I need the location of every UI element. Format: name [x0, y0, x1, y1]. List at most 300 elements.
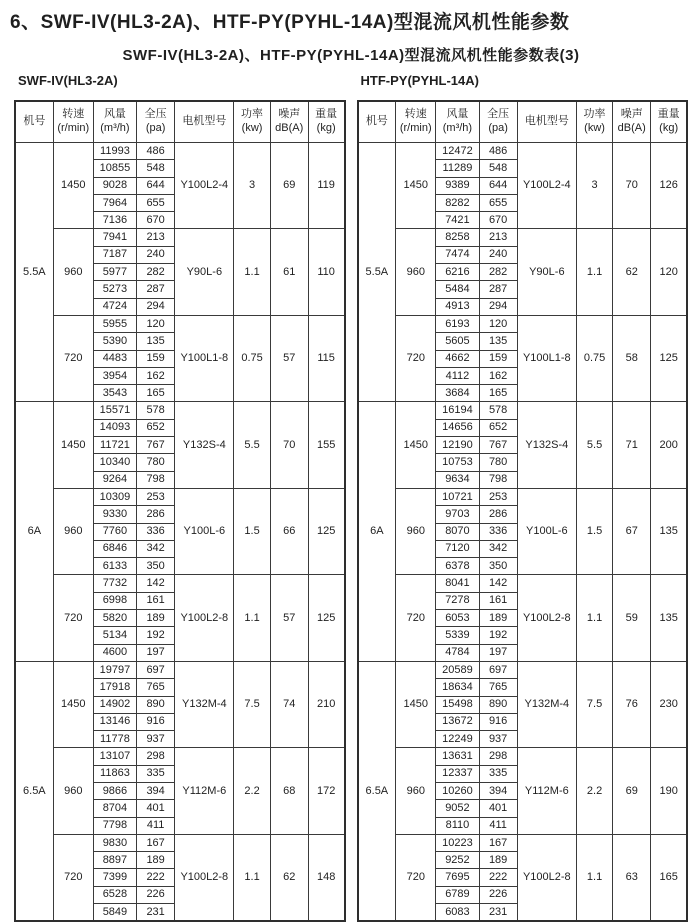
pressure-cell: 135: [137, 333, 175, 350]
page-subtitle: SWF-IV(HL3-2A)、HTF-PY(PYHL-14A)型混流风机性能参数表(3): [122, 47, 580, 64]
pressure-cell: 226: [137, 886, 175, 903]
weight-cell: 125: [651, 315, 687, 401]
motor-cell: Y132M-4: [517, 661, 576, 747]
flow-cell: 11863: [93, 765, 136, 782]
noise-cell: 62: [613, 229, 651, 315]
flow-cell: 6789: [436, 886, 479, 903]
pressure-cell: 670: [479, 212, 517, 229]
page-title: 6、SWF-IV(HL3-2A)、HTF-PY(PYHL-14A)型混流风机性能参数: [10, 12, 570, 33]
col-header-motor: 电机型号: [175, 101, 234, 143]
motor-cell: Y100L2-8: [517, 834, 576, 921]
table-row: [358, 575, 688, 592]
weight-cell: 230: [651, 661, 687, 747]
pressure-cell: 197: [479, 644, 517, 661]
noise-cell: 74: [270, 661, 308, 747]
pressure-cell: 298: [137, 748, 175, 765]
pressure-cell: 213: [479, 229, 517, 246]
power-cell: 0.75: [234, 315, 270, 401]
pressure-cell: 486: [479, 143, 517, 160]
noise-cell: 57: [270, 315, 308, 401]
flow-cell: 10260: [436, 782, 479, 799]
flow-cell: 12472: [436, 143, 479, 160]
pressure-cell: 890: [479, 696, 517, 713]
table-row: [358, 402, 688, 419]
flow-cell: 10753: [436, 454, 479, 471]
speed-cell: 960: [396, 229, 436, 315]
pressure-cell: 240: [479, 246, 517, 263]
model-cell: 6A: [358, 402, 396, 661]
pressure-cell: 394: [137, 782, 175, 799]
weight-cell: 148: [308, 834, 344, 921]
motor-cell: Y132M-4: [175, 661, 234, 747]
pressure-cell: 767: [479, 437, 517, 454]
flow-cell: 7695: [436, 869, 479, 886]
flow-cell: 9866: [93, 782, 136, 799]
flow-cell: 13146: [93, 713, 136, 730]
flow-cell: 7798: [93, 817, 136, 834]
pressure-cell: 222: [137, 869, 175, 886]
speed-cell: 960: [396, 748, 436, 834]
power-cell: 3: [234, 143, 270, 229]
table-row: [15, 661, 345, 678]
noise-cell: 66: [270, 488, 308, 574]
pressure-cell: 189: [137, 852, 175, 869]
flow-cell: 13672: [436, 713, 479, 730]
flow-cell: 9703: [436, 506, 479, 523]
pressure-cell: 765: [479, 679, 517, 696]
pressure-cell: 167: [137, 834, 175, 851]
speed-cell: 1450: [396, 661, 436, 747]
model-cell: 5.5A: [358, 143, 396, 402]
flow-cell: 12337: [436, 765, 479, 782]
tables-container: [14, 73, 688, 922]
speed-cell: 720: [396, 315, 436, 401]
flow-cell: 5134: [93, 627, 136, 644]
motor-cell: Y112M-6: [175, 748, 234, 834]
pressure-cell: 798: [479, 471, 517, 488]
col-header-weight: 重量 (kg): [308, 101, 344, 143]
pressure-cell: 231: [479, 904, 517, 922]
speed-cell: 720: [53, 834, 93, 921]
weight-cell: 119: [308, 143, 344, 229]
power-cell: 1.1: [576, 575, 612, 661]
pressure-cell: 578: [137, 402, 175, 419]
col-header-model: 机号: [358, 101, 396, 143]
pressure-cell: 287: [137, 281, 175, 298]
table-row: [15, 834, 345, 851]
params-table-swf: [14, 100, 346, 922]
flow-cell: 7278: [436, 592, 479, 609]
power-cell: 7.5: [576, 661, 612, 747]
pressure-cell: 578: [479, 402, 517, 419]
pressure-cell: 335: [137, 765, 175, 782]
flow-cell: 3684: [436, 385, 479, 402]
flow-cell: 19797: [93, 661, 136, 678]
flow-cell: 14093: [93, 419, 136, 436]
pressure-cell: 197: [137, 644, 175, 661]
table-label-swf: SWF-IV(HL3-2A): [18, 73, 118, 88]
flow-cell: 4662: [436, 350, 479, 367]
flow-cell: 5484: [436, 281, 479, 298]
pressure-cell: 192: [479, 627, 517, 644]
pressure-cell: 780: [479, 454, 517, 471]
table-row: [358, 315, 688, 332]
motor-cell: Y100L2-8: [517, 575, 576, 661]
table-row: [15, 748, 345, 765]
noise-cell: 59: [613, 575, 651, 661]
pressure-cell: 240: [137, 246, 175, 263]
pressure-cell: 282: [479, 264, 517, 281]
flow-cell: 6133: [93, 558, 136, 575]
pressure-cell: 937: [137, 731, 175, 748]
model-cell: 6.5A: [358, 661, 396, 921]
pressure-cell: 222: [479, 869, 517, 886]
flow-cell: 5977: [93, 264, 136, 281]
pressure-cell: 162: [479, 367, 517, 384]
flow-cell: 9634: [436, 471, 479, 488]
flow-cell: 9252: [436, 852, 479, 869]
table-block-swf: [14, 73, 346, 922]
flow-cell: 9052: [436, 800, 479, 817]
power-cell: 2.2: [234, 748, 270, 834]
pressure-cell: 189: [137, 610, 175, 627]
pressure-cell: 336: [137, 523, 175, 540]
noise-cell: 63: [613, 834, 651, 921]
col-header-pressure: 全压 (pa): [479, 101, 517, 143]
power-cell: 1.5: [576, 488, 612, 574]
table-block-htf: [357, 73, 689, 922]
pressure-cell: 294: [137, 298, 175, 315]
flow-cell: 5820: [93, 610, 136, 627]
col-header-noise: 噪声 dB(A): [613, 101, 651, 143]
pressure-cell: 142: [137, 575, 175, 592]
flow-cell: 7941: [93, 229, 136, 246]
flow-cell: 5273: [93, 281, 136, 298]
pressure-cell: 336: [479, 523, 517, 540]
power-cell: 7.5: [234, 661, 270, 747]
pressure-cell: 165: [479, 385, 517, 402]
flow-cell: 4724: [93, 298, 136, 315]
flow-cell: 13107: [93, 748, 136, 765]
pressure-cell: 697: [137, 661, 175, 678]
pressure-cell: 282: [137, 264, 175, 281]
pressure-cell: 697: [479, 661, 517, 678]
pressure-cell: 335: [479, 765, 517, 782]
speed-cell: 1450: [53, 143, 93, 229]
speed-cell: 720: [396, 575, 436, 661]
noise-cell: 62: [270, 834, 308, 921]
table-body: [15, 143, 345, 922]
table-row: [15, 315, 345, 332]
flow-cell: 8897: [93, 852, 136, 869]
flow-cell: 4784: [436, 644, 479, 661]
flow-cell: 15498: [436, 696, 479, 713]
motor-cell: Y132S-4: [175, 402, 234, 488]
flow-cell: 9389: [436, 177, 479, 194]
table-row: [15, 229, 345, 246]
pressure-cell: 548: [137, 160, 175, 177]
pressure-cell: 226: [479, 886, 517, 903]
speed-cell: 720: [53, 315, 93, 401]
weight-cell: 155: [308, 402, 344, 488]
power-cell: 1.1: [576, 229, 612, 315]
flow-cell: 15571: [93, 402, 136, 419]
params-table-htf: [357, 100, 689, 922]
weight-cell: 210: [308, 661, 344, 747]
pressure-cell: 286: [137, 506, 175, 523]
flow-cell: 7399: [93, 869, 136, 886]
header-row: [15, 101, 345, 143]
pressure-cell: 159: [479, 350, 517, 367]
power-cell: 3: [576, 143, 612, 229]
pressure-cell: 644: [479, 177, 517, 194]
pressure-cell: 342: [479, 540, 517, 557]
pressure-cell: 286: [479, 506, 517, 523]
flow-cell: 20589: [436, 661, 479, 678]
power-cell: 1.1: [234, 229, 270, 315]
motor-cell: Y112M-6: [517, 748, 576, 834]
speed-cell: 1450: [53, 661, 93, 747]
flow-cell: 6193: [436, 315, 479, 332]
weight-cell: 172: [308, 748, 344, 834]
noise-cell: 57: [270, 575, 308, 661]
flow-cell: 8041: [436, 575, 479, 592]
flow-cell: 4913: [436, 298, 479, 315]
flow-cell: 5605: [436, 333, 479, 350]
flow-cell: 7760: [93, 523, 136, 540]
flow-cell: 5390: [93, 333, 136, 350]
motor-cell: Y100L-6: [517, 488, 576, 574]
weight-cell: 165: [651, 834, 687, 921]
motor-cell: Y100L2-4: [175, 143, 234, 229]
speed-cell: 960: [53, 229, 93, 315]
flow-cell: 5339: [436, 627, 479, 644]
pressure-cell: 644: [137, 177, 175, 194]
pressure-cell: 655: [137, 194, 175, 211]
weight-cell: 115: [308, 315, 344, 401]
weight-cell: 125: [308, 488, 344, 574]
pressure-cell: 780: [137, 454, 175, 471]
pressure-cell: 411: [479, 817, 517, 834]
table-row: [358, 834, 688, 851]
pressure-cell: 298: [479, 748, 517, 765]
pressure-cell: 294: [479, 298, 517, 315]
flow-cell: 11721: [93, 437, 136, 454]
flow-cell: 8704: [93, 800, 136, 817]
col-header-speed: 转速 (r/min): [53, 101, 93, 143]
power-cell: 1.1: [234, 575, 270, 661]
col-header-noise: 噪声 dB(A): [270, 101, 308, 143]
noise-cell: 67: [613, 488, 651, 574]
power-cell: 5.5: [576, 402, 612, 488]
flow-cell: 6846: [93, 540, 136, 557]
power-cell: 2.2: [576, 748, 612, 834]
flow-cell: 7136: [93, 212, 136, 229]
noise-cell: 58: [613, 315, 651, 401]
motor-cell: Y132S-4: [517, 402, 576, 488]
flow-cell: 10340: [93, 454, 136, 471]
flow-cell: 5955: [93, 315, 136, 332]
motor-cell: Y90L-6: [175, 229, 234, 315]
flow-cell: 9264: [93, 471, 136, 488]
noise-cell: 70: [613, 143, 651, 229]
col-header-model: 机号: [15, 101, 53, 143]
flow-cell: 4600: [93, 644, 136, 661]
col-header-weight: 重量 (kg): [651, 101, 687, 143]
flow-cell: 9028: [93, 177, 136, 194]
pressure-cell: 231: [137, 904, 175, 922]
pressure-cell: 142: [479, 575, 517, 592]
table-label-htf: HTF-PY(PYHL-14A): [360, 73, 479, 88]
weight-cell: 120: [651, 229, 687, 315]
flow-cell: 8282: [436, 194, 479, 211]
pressure-cell: 652: [137, 419, 175, 436]
noise-cell: 71: [613, 402, 651, 488]
pressure-cell: 765: [137, 679, 175, 696]
flow-cell: 14656: [436, 419, 479, 436]
speed-cell: 960: [53, 488, 93, 574]
pressure-cell: 213: [137, 229, 175, 246]
flow-cell: 12249: [436, 731, 479, 748]
col-header-pressure: 全压 (pa): [137, 101, 175, 143]
noise-cell: 70: [270, 402, 308, 488]
pressure-cell: 135: [479, 333, 517, 350]
pressure-cell: 253: [479, 488, 517, 505]
pressure-cell: 670: [137, 212, 175, 229]
pressure-cell: 548: [479, 160, 517, 177]
flow-cell: 17918: [93, 679, 136, 696]
flow-cell: 7964: [93, 194, 136, 211]
pressure-cell: 350: [137, 558, 175, 575]
motor-cell: Y100L2-8: [175, 575, 234, 661]
pressure-cell: 767: [137, 437, 175, 454]
motor-cell: Y100L1-8: [175, 315, 234, 401]
pressure-cell: 189: [479, 610, 517, 627]
col-header-power: 功率 (kw): [576, 101, 612, 143]
noise-cell: 68: [270, 748, 308, 834]
table-row: [358, 143, 688, 160]
table-row: [15, 575, 345, 592]
pressure-cell: 652: [479, 419, 517, 436]
weight-cell: 126: [651, 143, 687, 229]
flow-cell: 3954: [93, 367, 136, 384]
flow-cell: 11289: [436, 160, 479, 177]
model-cell: 6A: [15, 402, 53, 661]
pressure-cell: 159: [137, 350, 175, 367]
flow-cell: 6216: [436, 264, 479, 281]
flow-cell: 4483: [93, 350, 136, 367]
pressure-cell: 120: [137, 315, 175, 332]
power-cell: 0.75: [576, 315, 612, 401]
flow-cell: 9830: [93, 834, 136, 851]
flow-cell: 10309: [93, 488, 136, 505]
flow-cell: 8110: [436, 817, 479, 834]
speed-cell: 960: [53, 748, 93, 834]
flow-cell: 6053: [436, 610, 479, 627]
flow-cell: 3543: [93, 385, 136, 402]
flow-cell: 10855: [93, 160, 136, 177]
pressure-cell: 401: [479, 800, 517, 817]
noise-cell: 61: [270, 229, 308, 315]
weight-cell: 200: [651, 402, 687, 488]
power-cell: 5.5: [234, 402, 270, 488]
col-header-motor: 电机型号: [517, 101, 576, 143]
flow-cell: 9330: [93, 506, 136, 523]
power-cell: 1.1: [576, 834, 612, 921]
flow-cell: 10721: [436, 488, 479, 505]
speed-cell: 720: [396, 834, 436, 921]
pressure-cell: 161: [137, 592, 175, 609]
pressure-cell: 167: [479, 834, 517, 851]
flow-cell: 6998: [93, 592, 136, 609]
pressure-cell: 350: [479, 558, 517, 575]
flow-cell: 16194: [436, 402, 479, 419]
table-row: [15, 402, 345, 419]
model-cell: 6.5A: [15, 661, 53, 921]
flow-cell: 5849: [93, 904, 136, 922]
flow-cell: 13631: [436, 748, 479, 765]
noise-cell: 69: [613, 748, 651, 834]
flow-cell: 7474: [436, 246, 479, 263]
weight-cell: 125: [308, 575, 344, 661]
table-row: [358, 748, 688, 765]
pressure-cell: 120: [479, 315, 517, 332]
power-cell: 1.1: [234, 834, 270, 921]
header-row: [358, 101, 688, 143]
speed-cell: 1450: [396, 143, 436, 229]
table-row: [15, 488, 345, 505]
pressure-cell: 411: [137, 817, 175, 834]
weight-cell: 110: [308, 229, 344, 315]
speed-cell: 960: [396, 488, 436, 574]
flow-cell: 14902: [93, 696, 136, 713]
col-header-flow: 风量 (m³/h): [436, 101, 479, 143]
noise-cell: 69: [270, 143, 308, 229]
flow-cell: 12190: [436, 437, 479, 454]
flow-cell: 6083: [436, 904, 479, 922]
speed-cell: 720: [53, 575, 93, 661]
table-body: [358, 143, 688, 922]
table-row: [358, 661, 688, 678]
pressure-cell: 916: [479, 713, 517, 730]
flow-cell: 11993: [93, 143, 136, 160]
motor-cell: Y100L2-8: [175, 834, 234, 921]
motor-cell: Y90L-6: [517, 229, 576, 315]
pressure-cell: 401: [137, 800, 175, 817]
pressure-cell: 162: [137, 367, 175, 384]
weight-cell: 135: [651, 488, 687, 574]
pressure-cell: 394: [479, 782, 517, 799]
pressure-cell: 890: [137, 696, 175, 713]
flow-cell: 10223: [436, 834, 479, 851]
speed-cell: 1450: [53, 402, 93, 488]
pressure-cell: 161: [479, 592, 517, 609]
pressure-cell: 253: [137, 488, 175, 505]
flow-cell: 18634: [436, 679, 479, 696]
flow-cell: 7732: [93, 575, 136, 592]
pressure-cell: 937: [479, 731, 517, 748]
flow-cell: 8258: [436, 229, 479, 246]
pressure-cell: 486: [137, 143, 175, 160]
pressure-cell: 192: [137, 627, 175, 644]
table-row: [358, 488, 688, 505]
speed-cell: 1450: [396, 402, 436, 488]
flow-cell: 6528: [93, 886, 136, 903]
table-row: [15, 143, 345, 160]
flow-cell: 7187: [93, 246, 136, 263]
power-cell: 1.5: [234, 488, 270, 574]
motor-cell: Y100L2-4: [517, 143, 576, 229]
